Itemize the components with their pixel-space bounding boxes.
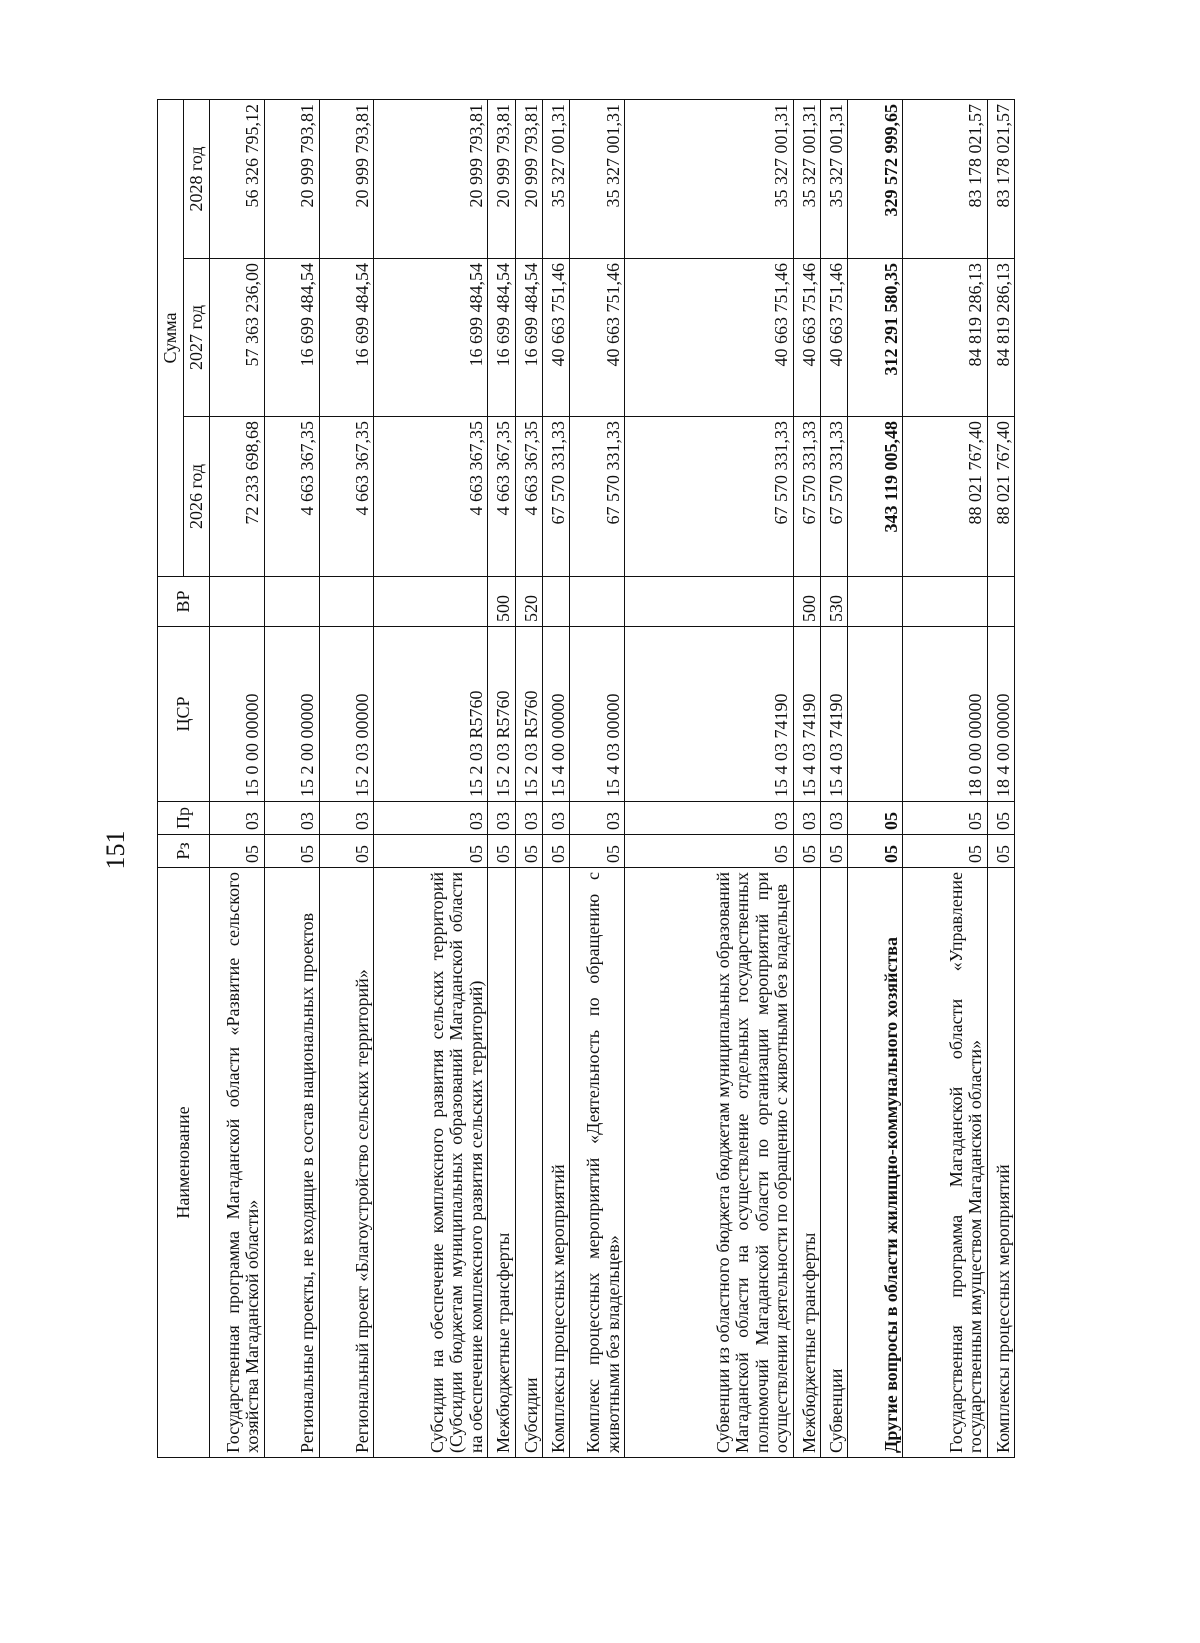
cell-csr: 15 4 03 74190 — [625, 627, 794, 802]
cell-sum-2027: 16 699 484,54 — [264, 259, 319, 417]
cell-sum-2026: 67 570 331,33 — [570, 417, 625, 577]
cell-rz: 05 — [903, 835, 987, 868]
cell-sum-2028: 35 327 001,31 — [793, 99, 820, 258]
header-rz: Рз — [158, 835, 210, 868]
table-row — [488, 99, 515, 1457]
cell-sum-2028: 20 999 793,81 — [264, 99, 319, 258]
cell-sum-2026: 343 119 005,48 — [848, 417, 903, 577]
table-row — [210, 99, 265, 1457]
cell-sum-2028: 35 327 001,31 — [542, 99, 569, 258]
cell-sum-2027: 16 699 484,54 — [488, 259, 515, 417]
cell-pr: 03 — [793, 802, 820, 835]
cell-sum-2027: 312 291 580,35 — [848, 259, 903, 417]
cell-sum-2027: 40 663 751,46 — [625, 259, 794, 417]
cell-rz: 05 — [210, 835, 265, 868]
cell-sum-2027: 16 699 484,54 — [374, 259, 488, 417]
cell-csr: 15 2 03 R5760 — [488, 627, 515, 802]
cell-name: Комплексы процессных мероприятий — [542, 868, 569, 1458]
table-row — [264, 99, 319, 1457]
cell-csr: 15 0 00 00000 — [210, 627, 265, 802]
cell-sum-2027: 57 363 236,00 — [210, 259, 265, 417]
cell-csr: 18 0 00 00000 — [903, 627, 987, 802]
cell-name: Комплекс процессных мероприятий «Деятельность по обращению с животными без владельцев» — [570, 868, 625, 1458]
cell-sum-2028: 83 178 021,57 — [987, 99, 1014, 258]
cell-csr — [848, 627, 903, 802]
cell-pr: 03 — [488, 802, 515, 835]
page-number: 151 — [101, 830, 130, 870]
cell-csr: 15 2 03 R5760 — [515, 627, 542, 802]
cell-pr: 05 — [903, 802, 987, 835]
cell-vr: 500 — [793, 577, 820, 627]
cell-vr — [987, 577, 1014, 627]
header-year-2028: 2028 год — [184, 99, 210, 258]
cell-sum-2028: 20 999 793,81 — [515, 99, 542, 258]
cell-pr: 03 — [570, 802, 625, 835]
cell-rz: 05 — [374, 835, 488, 868]
header-year-2026: 2026 год — [184, 417, 210, 577]
cell-vr — [625, 577, 794, 627]
table-row — [319, 99, 374, 1457]
cell-name: Государственная программа Магаданской области «Развитие сельского хозяйства Магаданской области» — [210, 868, 265, 1458]
cell-sum-2028: 20 999 793,81 — [374, 99, 488, 258]
cell-name: Региональные проекты, не входящие в состав национальных проектов — [264, 868, 319, 1458]
cell-rz: 05 — [264, 835, 319, 868]
cell-csr: 15 4 03 74190 — [821, 627, 848, 802]
table-body — [210, 99, 1015, 1457]
cell-name: Комплексы процессных мероприятий — [987, 868, 1014, 1458]
cell-rz: 05 — [570, 835, 625, 868]
table-row — [848, 99, 903, 1457]
cell-vr — [903, 577, 987, 627]
budget-table-rotated — [157, 100, 1015, 1458]
cell-sum-2026: 67 570 331,33 — [542, 417, 569, 577]
table-row — [542, 99, 569, 1457]
cell-rz: 05 — [542, 835, 569, 868]
cell-sum-2027: 16 699 484,54 — [319, 259, 374, 417]
table-row — [793, 99, 820, 1457]
cell-sum-2028: 20 999 793,81 — [488, 99, 515, 258]
cell-rz: 05 — [848, 835, 903, 868]
cell-vr — [848, 577, 903, 627]
cell-sum-2028: 35 327 001,31 — [625, 99, 794, 258]
cell-sum-2027: 84 819 286,13 — [903, 259, 987, 417]
header-row-1 — [158, 99, 184, 1457]
table-row — [570, 99, 625, 1457]
cell-vr — [210, 577, 265, 627]
cell-vr — [264, 577, 319, 627]
cell-csr: 15 4 00 00000 — [542, 627, 569, 802]
table-row — [374, 99, 488, 1457]
cell-name: Субвенции из областного бюджета бюджетам муниципальных образований Магаданской области на осуществление отдельных государственных полномочий Магаданской области по организации мероприятий при осуществлении деятельности по обращению с животными без владельцев — [625, 868, 794, 1458]
cell-pr: 03 — [264, 802, 319, 835]
cell-pr: 03 — [374, 802, 488, 835]
header-year-2027: 2027 год — [184, 259, 210, 417]
header-sum: Сумма — [158, 99, 184, 576]
budget-table — [157, 99, 1015, 1458]
cell-rz: 05 — [625, 835, 794, 868]
cell-name: Государственная программа Магаданской области «Управление государственным имуществом Магаданской области» — [903, 868, 987, 1458]
cell-csr: 15 2 00 00000 — [264, 627, 319, 802]
cell-sum-2027: 40 663 751,46 — [821, 259, 848, 417]
cell-sum-2026: 67 570 331,33 — [625, 417, 794, 577]
header-csr: ЦСР — [158, 627, 210, 802]
cell-pr: 05 — [987, 802, 1014, 835]
cell-sum-2028: 20 999 793,81 — [319, 99, 374, 258]
cell-vr — [374, 577, 488, 627]
cell-name: Межбюджетные трансферты — [488, 868, 515, 1458]
cell-sum-2027: 40 663 751,46 — [793, 259, 820, 417]
cell-csr: 15 2 03 00000 — [319, 627, 374, 802]
cell-vr — [570, 577, 625, 627]
cell-rz: 05 — [987, 835, 1014, 868]
cell-name: Субсидии на обеспечение комплексного развития сельских территорий (Субсидии бюджетам муниципальных образований Магаданской области на обеспечение комплексного развития сельских территорий) — [374, 868, 488, 1458]
cell-rz: 05 — [793, 835, 820, 868]
cell-sum-2028: 56 326 795,12 — [210, 99, 265, 258]
cell-name: Другие вопросы в области жилищно-коммунального хозяйства — [848, 868, 903, 1458]
cell-sum-2026: 4 663 367,35 — [374, 417, 488, 577]
cell-name: Межбюджетные трансферты — [793, 868, 820, 1458]
cell-name: Субсидии — [515, 868, 542, 1458]
cell-sum-2028: 83 178 021,57 — [903, 99, 987, 258]
cell-pr: 03 — [542, 802, 569, 835]
cell-pr: 03 — [821, 802, 848, 835]
cell-sum-2026: 4 663 367,35 — [319, 417, 374, 577]
cell-vr: 500 — [488, 577, 515, 627]
cell-rz: 05 — [488, 835, 515, 868]
table-row — [987, 99, 1014, 1457]
cell-sum-2028: 35 327 001,31 — [821, 99, 848, 258]
table-row — [515, 99, 542, 1457]
header-name: Наименование — [158, 868, 210, 1458]
cell-sum-2026: 88 021 767,40 — [903, 417, 987, 577]
cell-pr: 03 — [515, 802, 542, 835]
cell-vr: 520 — [515, 577, 542, 627]
cell-csr: 15 4 03 00000 — [570, 627, 625, 802]
cell-name: Субвенции — [821, 868, 848, 1458]
header-vr: ВР — [158, 577, 210, 627]
cell-sum-2026: 72 233 698,68 — [210, 417, 265, 577]
table-row — [903, 99, 987, 1457]
cell-sum-2027: 40 663 751,46 — [542, 259, 569, 417]
cell-sum-2026: 67 570 331,33 — [821, 417, 848, 577]
cell-pr: 03 — [625, 802, 794, 835]
cell-sum-2028: 35 327 001,31 — [570, 99, 625, 258]
cell-sum-2026: 4 663 367,35 — [488, 417, 515, 577]
table-row — [821, 99, 848, 1457]
table-row — [625, 99, 794, 1457]
cell-sum-2026: 67 570 331,33 — [793, 417, 820, 577]
cell-sum-2026: 4 663 367,35 — [515, 417, 542, 577]
cell-rz: 05 — [319, 835, 374, 868]
cell-pr: 03 — [319, 802, 374, 835]
cell-vr — [542, 577, 569, 627]
cell-rz: 05 — [515, 835, 542, 868]
cell-sum-2026: 88 021 767,40 — [987, 417, 1014, 577]
cell-pr: 03 — [210, 802, 265, 835]
cell-sum-2027: 84 819 286,13 — [987, 259, 1014, 417]
cell-name: Региональный проект «Благоустройство сельских территорий» — [319, 868, 374, 1458]
cell-sum-2028: 329 572 999,65 — [848, 99, 903, 258]
cell-vr — [319, 577, 374, 627]
cell-pr: 05 — [848, 802, 903, 835]
cell-csr: 15 4 03 74190 — [793, 627, 820, 802]
cell-csr: 15 2 03 R5760 — [374, 627, 488, 802]
cell-sum-2026: 4 663 367,35 — [264, 417, 319, 577]
cell-rz: 05 — [821, 835, 848, 868]
cell-sum-2027: 40 663 751,46 — [570, 259, 625, 417]
cell-csr: 18 4 00 00000 — [987, 627, 1014, 802]
cell-vr: 530 — [821, 577, 848, 627]
header-pr: Пр — [158, 802, 210, 835]
cell-sum-2027: 16 699 484,54 — [515, 259, 542, 417]
